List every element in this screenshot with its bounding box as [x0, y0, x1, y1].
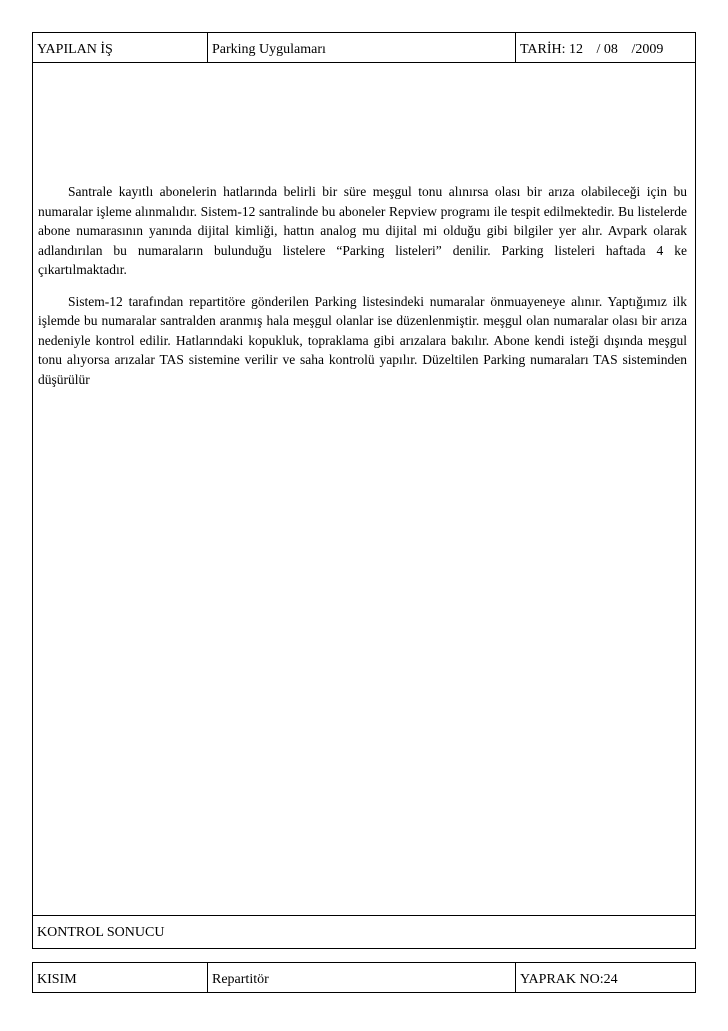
- date-cell: [515, 32, 696, 63]
- section-label: KISIM: [37, 972, 77, 987]
- control-result-label: KONTROL SONUCU: [37, 925, 165, 940]
- date-label: TARİH: 12: [520, 42, 584, 57]
- page-number-cell: [515, 962, 696, 993]
- section-value: Repartitör: [212, 972, 269, 987]
- page-number: YAPRAK NO:24: [520, 972, 618, 987]
- body-text: [38, 182, 687, 389]
- section-value-cell: [207, 962, 516, 993]
- control-result-cell: [32, 915, 696, 949]
- work-label: YAPILAN İŞ: [37, 42, 113, 57]
- work-value-cell: [207, 32, 516, 63]
- paragraph-2: Sistem-12 tarafından repartitöre gönderilen Parking listesindeki numaralar önmuayeneye alınır. Yaptığımız ilk işlemde bu numaralar santralden aranmış hala meşgul olanlar ise düzenlenmiştir. meşgul olan numaralar olası bir arıza nedeniyle kontrol edilir. Hatlarındaki kopukluk, topraklama gibi arızalara bakılır. Abone kendi isteği dışında meşgul tonu alıyorsa arızalar TAS sistemine verilir ve saha kontrolü yapılır. Düzeltilen Parking numaraları TAS sisteminden düşürülür: [38, 293, 687, 387]
- date: [520, 42, 663, 57]
- paragraph-1: Santrale kayıtlı abonelerin hatlarında belirli bir süre meşgul tonu alınırsa olası bir arıza olabileceği için bu numaralar işleme alınmalıdır. Sistem-12 santralinde bu aboneler Repview programı ile tespit edilmektedir. Bu listelerde abone numarasının yanında dijital kimliği, hattın analog mu dijital mi olduğu gibi bilgiler yer alır. Avpark olarak adlandırılan bu numaraların bulunduğu listelere “Parking listeleri” denilir. Parking listeleri haftada 4 ke çıkartılmaktadır.: [38, 184, 687, 277]
- work-label-cell: [32, 32, 208, 63]
- date-year: /2009: [631, 42, 664, 57]
- section-label-cell: [32, 962, 208, 993]
- date-month: / 08: [596, 42, 618, 57]
- work-value: Parking Uygulamarı: [212, 42, 326, 57]
